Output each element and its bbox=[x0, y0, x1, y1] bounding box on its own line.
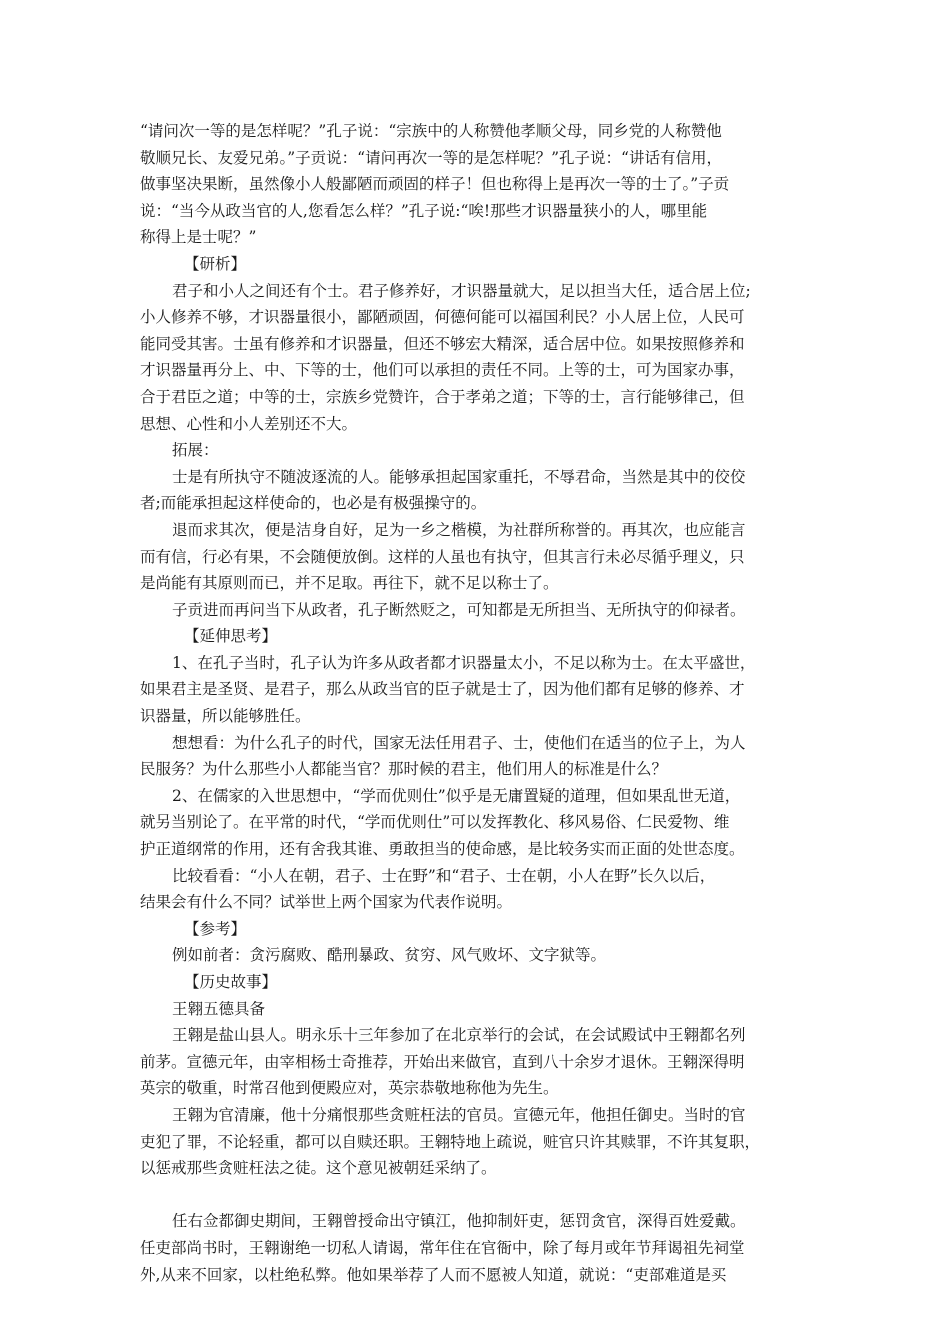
text-line: 拓展： bbox=[172, 441, 219, 460]
paragraph bbox=[140, 251, 810, 278]
text-line: 做事坚决果断，虽然像小人般鄙陋而顽固的样子！但也称得上是再次一等的士了。”子贡 bbox=[140, 175, 730, 194]
text-line: 王翱为官清廉，他十分痛恨那些贪赃枉法的官员。宣德元年，他担任御史。当时的官 bbox=[172, 1105, 746, 1124]
text-line: 能同受其害。士虽有修养和才识器量，但还不够宏大精深，适合居中位。如果按照修养和 bbox=[140, 334, 745, 353]
text-line: 比较看看：“小人在朝，君子、士在野”和“君子、士在朝，小人在野”长久以后， bbox=[172, 866, 716, 885]
text-line: “请问次一等的是怎样呢？”孔子说：“宗族中的人称赞他孝顺父母，同乡党的人称赞他 bbox=[140, 122, 722, 140]
text-line: 称得上是士呢？” bbox=[140, 228, 257, 247]
text-line: 民服务？为什么那些小人都能当官？那时候的君主，他们用人的标准是什么？ bbox=[140, 760, 668, 779]
text-line: 英宗的敬重，时常召他到便殿应对，英宗恭敬地称他为先生。 bbox=[140, 1079, 559, 1098]
paragraph bbox=[140, 969, 810, 996]
paragraph bbox=[140, 730, 810, 783]
paragraph bbox=[140, 623, 810, 650]
paragraph bbox=[140, 1102, 810, 1182]
paragraph bbox=[140, 863, 810, 916]
paragraph bbox=[140, 437, 810, 464]
text-line: 合于君臣之道；中等的士，宗族乡党赞许，合于孝弟之道；下等的士，言行能够律己，但 bbox=[140, 387, 745, 406]
paragraph-gap bbox=[140, 1182, 810, 1209]
paragraph bbox=[140, 996, 810, 1023]
text-line: 思想、心性和小人差别还不大。 bbox=[140, 414, 358, 433]
text-line: 才识器量再分上、中、下等的士，他们可以承担的责任不同。上等的士，可为国家办事， bbox=[140, 361, 745, 380]
text-line: 1、在孔子当时，孔子认为许多从政者都才识器量太小，不足以称为士。在太平盛世， bbox=[172, 653, 756, 672]
text-line: 【参考】 bbox=[184, 919, 247, 938]
paragraph bbox=[140, 517, 810, 597]
paragraph bbox=[140, 783, 810, 863]
text-line: 【延伸思考】 bbox=[184, 627, 278, 646]
text-line: 退而求其次，便是洁身自好，足为一乡之楷模，为社群所称誉的。再其次，也应能言 bbox=[172, 520, 746, 539]
text-line: 外,从来不回家，以杜绝私弊。他如果举荐了人而不愿被人知道，就说：“吏部难道是买 bbox=[140, 1265, 727, 1284]
text-line: 敬顺兄长、友爱兄弟。”子贡说：“请问再次一等的是怎样呢？”孔子说：“讲话有信用， bbox=[140, 148, 722, 167]
text-line: 小人修养不够，才识器量很小，鄙陋顽固，何德何能可以福国利民？小人居上位，人民可 bbox=[140, 308, 745, 327]
text-line: 【历史故事】 bbox=[184, 973, 278, 991]
paragraph bbox=[140, 942, 810, 969]
text-line: 任吏部尚书时，王翱谢绝一切私人请谒，常年住在官衙中，除了每月或年节拜谒祖先祠堂 bbox=[140, 1238, 745, 1257]
paragraph bbox=[140, 464, 810, 517]
text-line: 护正道纲常的作用，还有舍我其谁、勇敢担当的使命感，是比较务实而正面的处世态度。 bbox=[140, 840, 745, 859]
text-line: 前茅。宣德元年，由宰相杨士奇推荐，开始出来做官，直到八十余岁才退休。王翱深得明 bbox=[140, 1052, 745, 1071]
text-line: 是尚能有其原则而已，并不足取。再往下，就不足以称士了。 bbox=[140, 574, 559, 593]
text-line: 例如前者：贪污腐败、酷刑暴政、贫穷、风气败坏、文字狱等。 bbox=[172, 946, 607, 965]
text-line: 【研析】 bbox=[184, 254, 247, 273]
paragraph bbox=[140, 118, 810, 251]
text-line: 君子和小人之间还有个士。君子修养好，才识器量就大，足以担当大任，适合居上位; bbox=[172, 281, 751, 300]
document-body bbox=[140, 118, 810, 1288]
paragraph bbox=[140, 650, 810, 730]
text-line: 就另当别论了。在平常的时代，“学而优则仕”可以发挥教化、移风易俗、仁民爱物、维 bbox=[140, 813, 730, 832]
text-line: 如果君主是圣贤、是君子，那么从政当官的臣子就是士了，因为他们都有足够的修养、才 bbox=[140, 680, 745, 699]
paragraph bbox=[140, 597, 810, 624]
paragraph bbox=[140, 1208, 810, 1288]
text-line: 以惩戒那些贪赃枉法之徒。这个意见被朝廷采纳了。 bbox=[140, 1159, 497, 1178]
text-line: 任右佥都御史期间，王翱曾授命出守镇江，他抑制奸吏，惩罚贪官，深得百姓爱戴。 bbox=[172, 1212, 746, 1231]
text-line: 士是有所执守不随波逐流的人。能够承担起国家重托，不辱君命，当然是其中的佼佼 bbox=[172, 467, 746, 486]
paragraph bbox=[140, 1022, 810, 1102]
text-line: 结果会有什么不同？试举世上两个国家为代表作说明。 bbox=[140, 893, 513, 912]
text-line: 吏犯了罪，不论轻重，都可以自赎还职。王翱特地上疏说，赃官只许其赎罪，不许其复职， bbox=[140, 1132, 761, 1151]
text-line: 说：“当今从政当官的人,您看怎么样？”孔子说:“唉!那些才识器量狭小的人，哪里能 bbox=[140, 201, 708, 220]
text-line: 子贡进而再问当下从政者，孔子断然贬之，可知都是无所担当、无所执守的仰禄者。 bbox=[172, 600, 746, 619]
text-line: 想想看：为什么孔子的时代，国家无法任用君子、士，使他们在适当的位子上，为人 bbox=[172, 733, 746, 752]
text-line: 王翱五德具备 bbox=[172, 999, 266, 1018]
text-line: 者;而能承担起这样使命的，也必是有极强操守的。 bbox=[140, 494, 487, 513]
paragraph bbox=[140, 916, 810, 943]
text-line: 而有信，行必有果，不会随便放倒。这样的人虽也有执守，但其言行未必尽循乎理义，只 bbox=[140, 547, 745, 566]
text-line: 王翱是盐山县人。明永乐十三年参加了在北京举行的会试，在会试殿试中王翱都名列 bbox=[172, 1026, 746, 1045]
text-line: 识器量，所以能够胜任。 bbox=[140, 707, 311, 726]
paragraph bbox=[140, 278, 810, 438]
text-line: 2、在儒家的入世思想中，“学而优则仕”似乎是无庸置疑的道理，但如果乱世无道， bbox=[172, 786, 741, 805]
